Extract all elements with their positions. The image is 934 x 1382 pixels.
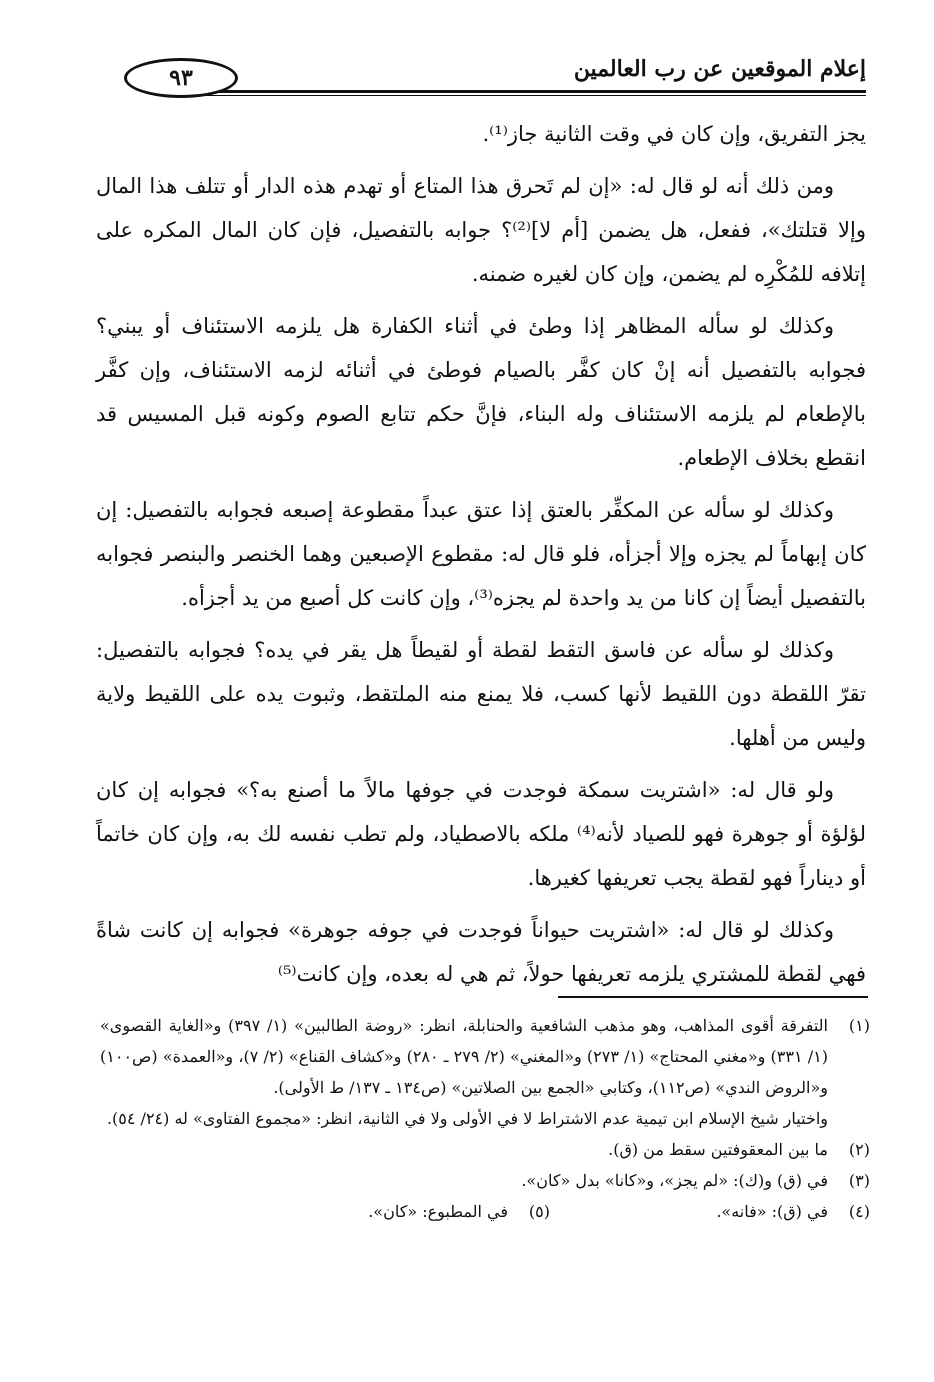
footnote-4 xyxy=(550,1196,870,1227)
header-rule xyxy=(196,90,866,96)
page-header xyxy=(96,48,866,104)
footnotes xyxy=(100,1010,870,1227)
footnote-text: في (ق): «فانه». xyxy=(716,1202,828,1221)
footnote-5 xyxy=(230,1196,550,1227)
main-text xyxy=(96,112,866,1004)
footnote-text: في (ق) و(ك): «لم يجز»، و«كانا» بدل «كان». xyxy=(521,1171,828,1190)
running-title: إعلام الموقعين عن رب العالمين xyxy=(573,56,866,82)
footnote-number: (٢) xyxy=(848,1140,870,1159)
footnote-row xyxy=(100,1196,870,1227)
footnote-number: (١) xyxy=(848,1016,870,1035)
footnote-text: التفرقة أقوى المذاهب، وهو مذهب الشافعية والحنابلة، انظر: «روضة الطالبين» (١/ ٣٩٧) و«الغاية القصوى» (١/ ٣٣١) و«مغني المحتاج» (١/ ٢٧٣) و«المغني» (٢/ ٢٧٩ ـ ٢٨٠) و«كشاف القناع» (٢/ ٧)، و«العمدة» (ص١٠٠) و«الروض الندي» (ص١١٢)، وكتابي «الجمع بين الصلاتين» (ص١٣٤ ـ ١٣٧/ ط الأولى). xyxy=(100,1016,828,1097)
paragraph: ومن ذلك أنه لو قال له: «إن لم تَحرق هذا المتاع أو تهدم هذه الدار أو تتلف هذا المال وإلا قتلتك»، ففعل، هل يضمن [أم لا]⁽²⁾؟ جوابه بالتفصيل، فإن كان المال المكره على إتلافه للمُكْرِه لم يضمن، وإن كان لغيره ضمنه. xyxy=(96,174,866,286)
footnote-text: في المطبوع: «كان». xyxy=(368,1202,508,1221)
footnote-text: ما بين المعقوفتين سقط من (ق). xyxy=(608,1140,828,1159)
paragraph: وكذلك لو قال له: «اشتريت حيواناً فوجدت في جوفه جوهرة» فجوابه إن كانت شاةً فهي لقطة للمشتري يلزمه تعريفها حولاً، ثم هي له بعده، وإن كانت⁽⁵⁾ xyxy=(96,918,866,986)
footnote-number: (٥) xyxy=(528,1202,550,1221)
footnote-2 xyxy=(100,1134,870,1165)
page-number: ٩٣ xyxy=(124,58,238,98)
footnote-3 xyxy=(100,1165,870,1196)
paragraph: وكذلك لو سأله عن المكفِّر بالعتق إذا عتق عبداً مقطوعة إصبعه فجوابه بالتفصيل: إن كان إبهاماً لم يجزه وإلا أجزأه، فلو قال له: مقطوع الإصبعين وهما الخنصر والبنصر فجوابه بالتفصيل أيضاً إن كانا من يد واحدة لم يجزه⁽³⁾، وإن كانت كل أصبع من يد أجزأه. xyxy=(96,498,866,610)
footnote-1-continuation: واختيار شيخ الإسلام ابن تيمية عدم الاشتراط لا في الأولى ولا في الثانية، انظر: «مجموع الفتاوى» له (٢٤/ ٥٤). xyxy=(106,1109,828,1128)
paragraph: وكذلك لو سأله عن فاسق التقط لقطة أو لقيطاً هل يقر في يده؟ فجوابه بالتفصيل: تقرّ اللقطة دون اللقيط لأنها كسب، فلا يمنع منه الملتقط، وثبوت يده على اللقيط ولاية وليس من أهلها. xyxy=(96,638,866,750)
footnote-number: (٤) xyxy=(848,1202,870,1221)
paragraph: ولو قال له: «اشتريت سمكة فوجدت في جوفها مالاً ما أصنع به؟» فجوابه إن كان لؤلؤة أو جوهرة فهو للصياد لأنه⁽⁴⁾ ملكه بالاصطياد، ولم تطب نفسه لك به، وإن كان خاتماً أو ديناراً فهو لقطة يجب تعريفها كغيرها. xyxy=(96,778,866,890)
footnote-separator xyxy=(558,996,868,998)
footnote-1 xyxy=(100,1010,870,1103)
paragraph: يجز التفريق، وإن كان في وقت الثانية جاز⁽¹⁾. xyxy=(482,122,866,146)
footnote-number: (٣) xyxy=(848,1171,870,1190)
paragraph: وكذلك لو سأله المظاهر إذا وطئ في أثناء الكفارة هل يلزمه الاستئناف أو يبني؟ فجوابه بالتفصيل أنه إنْ كان كفَّر بالصيام فوطئ في أثنائه لزمه الاستئناف، وإن كفَّر بالإطعام لم يلزمه الاستئناف وله البناء، فإنَّ حكم تتابع الصوم وكونه قبل المسيس قد انقطع بخلاف الإطعام. xyxy=(96,314,866,470)
